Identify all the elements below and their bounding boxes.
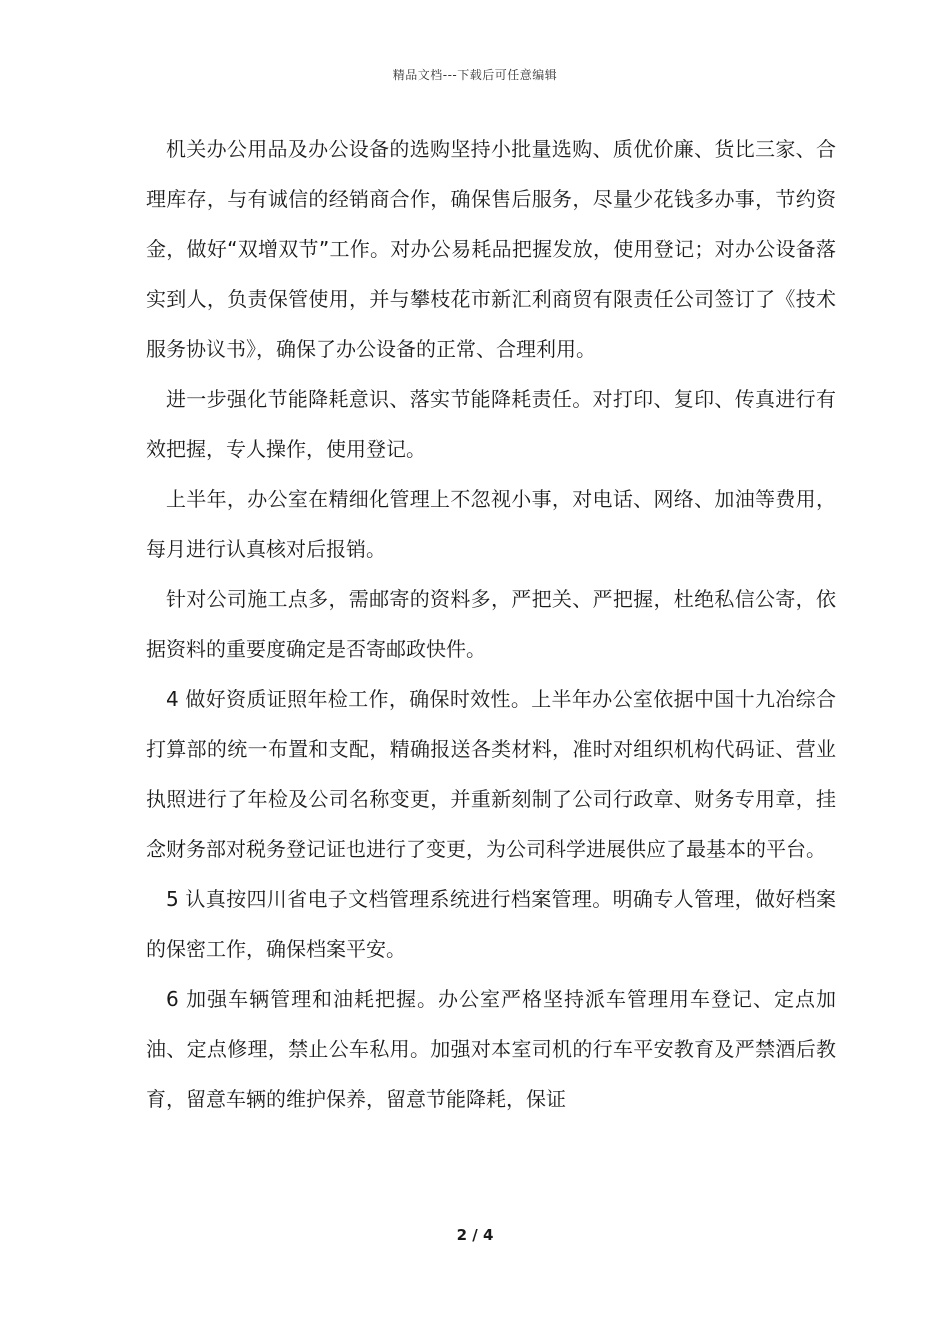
paragraph-vehicle-management: 6 加强车辆管理和油耗把握。办公室严格坚持派车管理用车登记、定点加油、定点修理，禁止公车私用。加强对本室司机的行车平安教育及严禁酒后教育，留意车辆的维护保养，留意节能降耗，保证 — [146, 987, 836, 1111]
paragraph-expense-review: 上半年，办公室在精细化管理上不忽视小事，对电话、网络、加油等费用，每月进行认真核对后报销。 — [146, 487, 836, 561]
paragraph-energy-saving: 进一步强化节能降耗意识、落实节能降耗责任。对打印、复印、传真进行有效把握，专人操作，使用登记。 — [146, 387, 836, 461]
page-header: 精品文档---下载后可任意编辑 — [392, 68, 558, 82]
paragraph-mailing: 针对公司施工点多，需邮寄的资料多，严把关、严把握，杜绝私信公寄，依据资料的重要度确定是否寄邮政快件。 — [146, 587, 836, 661]
page-number: 2 / 4 — [456, 1226, 494, 1244]
paragraph-license-inspection: 4 做好资质证照年检工作，确保时效性。上半年办公室依据中国十九冶综合打算部的统一布置和支配，精确报送各类材料，准时对组织机构代码证、营业执照进行了年检及公司名称变更，并重新刻制了公司行政章、财务专用章，挂念财务部对税务登记证也进行了变更，为公司科学进展供应了最基本的平台。 — [146, 687, 836, 861]
paragraph-office-supplies: 机关办公用品及办公设备的选购坚持小批量选购、质优价廉、货比三家、合理库存，与有诚信的经销商合作，确保售后服务，尽量少花钱多办事，节约资金，做好“双增双节”工作。对办公易耗品把握发放，使用登记；对办公设备落实到人，负责保管使用，并与攀枝花市新汇利商贸有限责任公司签订了《技术服务协议书》，确保了办公设备的正常、合理利用。 — [146, 137, 836, 361]
paragraph-archive-management: 5 认真按四川省电子文档管理系统进行档案管理。明确专人管理，做好档案的保密工作，确保档案平安。 — [146, 887, 836, 961]
document-body — [146, 124, 836, 1124]
